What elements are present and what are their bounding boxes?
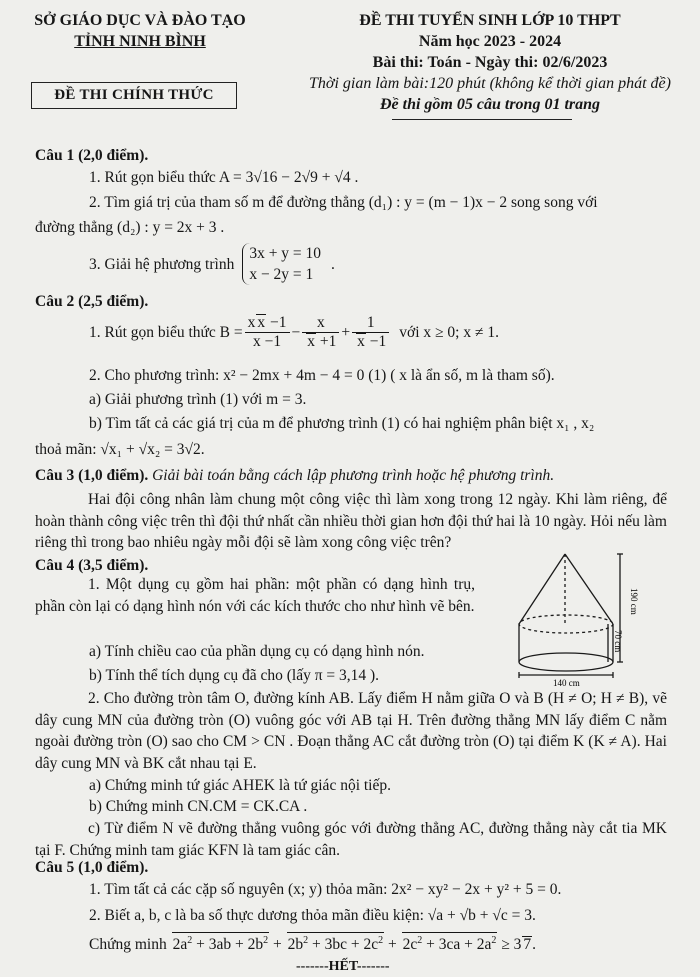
official-label: ĐỀ THI CHÍNH THỨC	[54, 87, 214, 103]
duration: Thời gian làm bài:120 phút (không kể thời gian phát đề)	[309, 75, 671, 92]
q1-part2-cont: đường thẳng (d₂) : y = 2x + 3 .	[35, 219, 225, 236]
header-underline	[392, 119, 572, 120]
q4-part1b: b) Tính thể tích dụng cụ đã cho (lấy π = 3,14 ).	[89, 667, 380, 684]
q4-part2b: b) Chứng minh CN.CM = CK.CA .	[89, 798, 308, 815]
q1-part3: 3. Giải hệ phương trình 3x + y = 10 x − 2y = 1 .	[89, 245, 335, 283]
q4-part2c: c) Từ điểm N vẽ đường thẳng vuông góc với đường thẳng AC, đường thẳng này cắt tia MK tại F. Chứng minh tam giác KFN là tam giác cân.	[35, 820, 667, 859]
q5-title: Câu 5 (1,0 điểm).	[35, 859, 149, 876]
system-eq2: x − 2y = 1	[249, 266, 314, 283]
q3-hint: Giải bài toán bằng cách lập phương trình hoặc hệ phương trình.	[152, 467, 555, 484]
q2-part2b-cont: thoả mãn: √x₁ + √x₂ = 3√2.	[35, 441, 205, 458]
q4-title: Câu 4 (3,5 điểm).	[35, 557, 149, 574]
cylinder-height-label: 70 cm	[613, 630, 623, 653]
q5-part1: 1. Tìm tất cả các cặp số nguyên (x; y) thỏa mãn: 2x² − xy² − 2x + y² + 5 = 0.	[89, 881, 562, 898]
base-width-label: 140 cm	[553, 678, 580, 688]
cone-cylinder-figure	[505, 548, 645, 688]
equation-system	[242, 243, 321, 285]
q1-part1: 1. Rút gọn biểu thức A = 3√16 − 2√9 + √4 .	[89, 169, 359, 186]
cone-right-edge	[565, 554, 613, 624]
fraction-2: $\frac{x}{x +1}$	[302, 314, 339, 351]
header-right	[290, 10, 690, 115]
q4-part1a: a) Tính chiều cao của phần dụng cụ có dạng hình nón.	[89, 643, 425, 660]
q2-part1-cond: với x ≥ 0; x ≠ 1.	[399, 324, 499, 341]
q5-part2: 2. Biết a, b, c là ba số thực dương thỏa mãn điều kiện: √a + √b + √c = 3.	[89, 907, 536, 924]
q3-heading	[35, 466, 554, 485]
q5-proof-pre: Chứng minh	[89, 936, 167, 954]
fraction-3: $\frac{1}{x -1}$	[352, 314, 389, 351]
system-eq1: 3x + y = 10	[249, 245, 322, 262]
subject-date: Bài thi: Toán - Ngày thi: 02/6/2023	[372, 54, 608, 71]
exam-title: ĐỀ THI TUYỂN SINH LỚP 10 THPT	[359, 12, 621, 29]
official-exam-box	[31, 82, 237, 109]
page-count: Đề thi gồm 05 câu trong 01 trang	[379, 96, 601, 113]
cylinder-bottom-ellipse	[519, 653, 613, 671]
cone-left-edge	[519, 554, 565, 624]
q1-part2: 2. Tìm giá trị của tham số m để đường thẳng (d₁) : y = (m − 1)x − 2 song song với	[89, 194, 598, 211]
province-name: TỈNH NINH BÌNH	[74, 33, 206, 50]
q2-title: Câu 2 (2,5 điểm).	[35, 293, 149, 310]
q4-part2: 2. Cho đường tròn tâm O, đường kính AB. Lấy điểm H nằm giữa O và B (H ≠ O; H ≠ B), vẽ dây cung MN của đường tròn (O) vuông góc với AB tại H. Trên đường thẳng MN lấy điểm C nằm ngoài đường tròn (O) sao cho CM > CN . Đoạn thẳng AC cắt đường tròn (O) tại điểm K (K ≠ A). Hai dây cung MN và BK cắt nhau tại E.	[35, 690, 667, 772]
total-height-label: 190 cm	[629, 588, 639, 615]
q2-part2: 2. Cho phương trình: x² − 2mx + 4m − 4 = 0 (1) ( x là ẩn số, m là tham số).	[89, 367, 555, 384]
header-left	[20, 10, 260, 52]
q1-part3-text: 3. Giải hệ phương trình	[89, 255, 235, 273]
q5-part2-proof: Chứng minh $2a^2 + 3ab + 2b^2 + 2b^2 + 3bc + 2c^2 + 2c^2 + 3ca + 2a^2 \ge 3$ 7.	[89, 932, 536, 954]
q2-part2a: a) Giải phương trình (1) với m = 3.	[89, 391, 307, 408]
end-marker: -------HẾT-------	[296, 959, 390, 974]
q2-part2b: b) Tìm tất cả các giá trị của m để phương trình (1) có hai nghiệm phân biệt x₁ , x₂	[89, 415, 595, 432]
fraction-1: $\frac{\text{x x −1}}{x -1}$	[245, 314, 290, 351]
q3-body: Hai đội công nhân làm chung một công việc thì làm xong trong 12 ngày. Khi làm riêng, để hoàn thành công việc trên thì đội thứ nhất cần nhiều thời gian hơn đội thứ hai là 10 ngày. Hỏi nếu làm riêng thì trong bao nhiêu ngày mỗi đội sẽ làm xong công việc trên?	[35, 491, 667, 551]
q4-part2a: a) Chứng minh tứ giác AHEK là tứ giác nội tiếp.	[89, 777, 391, 794]
q4-part1: 1. Một dụng cụ gồm hai phần: một phần có dạng hình trụ, phần còn lại có dạng hình nón với các kích thước cho như hình vẽ bên.	[35, 576, 475, 615]
school-year: Năm học 2023 - 2024	[418, 33, 562, 50]
q2-part1: 1. Rút gọn biểu thức B = $\frac{\text{x x −1}}{x -1}$ − $\frac{x}{x +1}$ + $\frac{1}{x -1}$ với x ≥ 0; x ≠ 1.	[89, 314, 499, 350]
q3-title: Câu 3 (1,0 điểm).	[35, 467, 149, 484]
q2-part1-pre: 1. Rút gọn biểu thức B =	[89, 324, 243, 341]
q1-title: Câu 1 (2,0 điểm).	[35, 147, 149, 164]
cylinder-top-ellipse	[519, 615, 613, 633]
dept-name: SỞ GIÁO DỤC VÀ ĐÀO TẠO	[34, 12, 246, 29]
